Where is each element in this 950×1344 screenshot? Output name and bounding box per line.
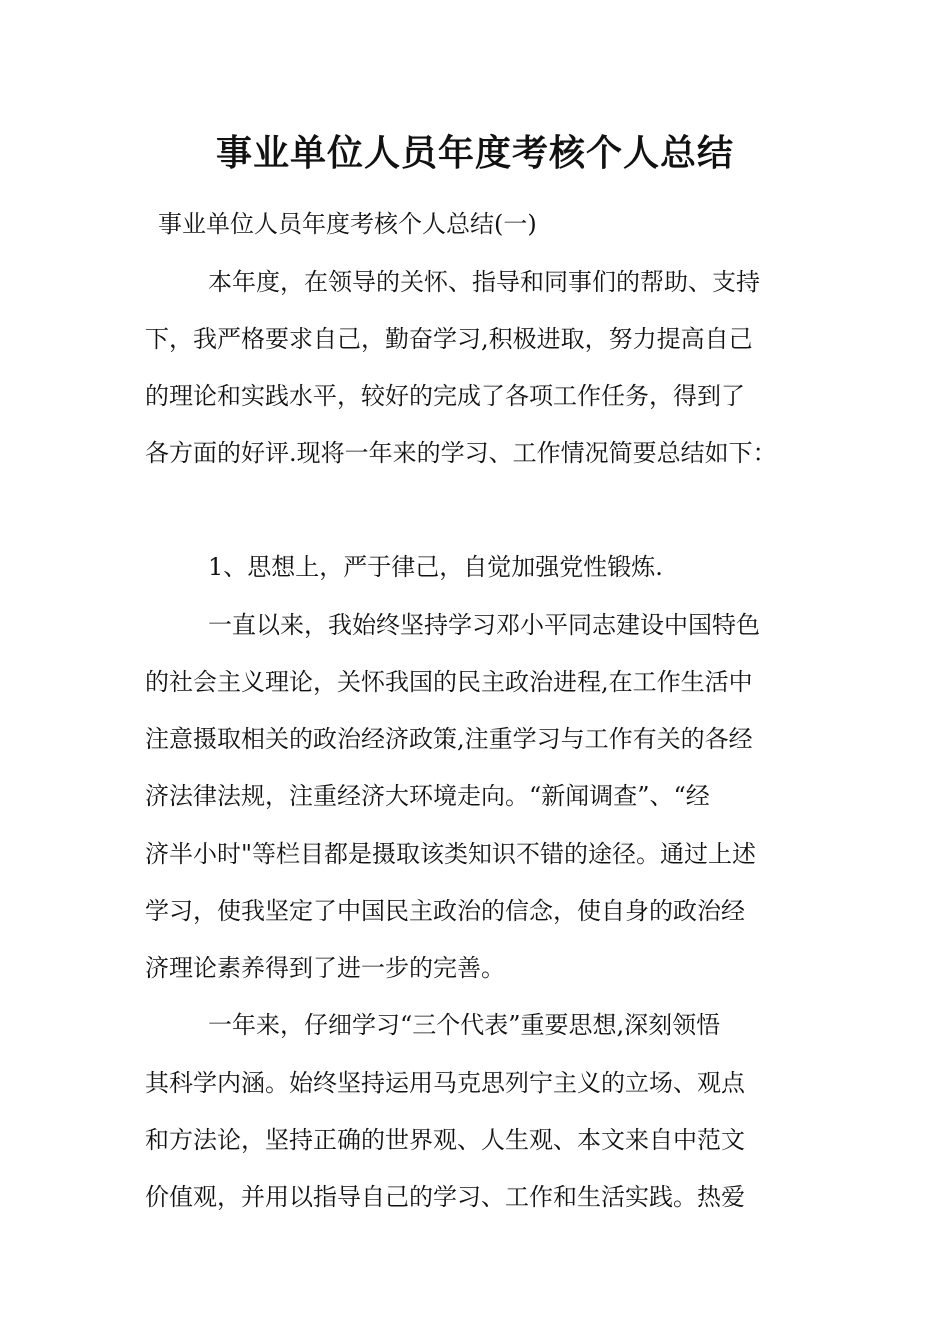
section-heading: 1、思想上，严于律己，自觉加强党性锻炼. xyxy=(208,553,663,581)
paragraph-line: 一直以来，我始终坚持学习邓小平同志建设中国特色 xyxy=(208,611,760,639)
paragraph-line: 的理论和实践水平，较好的完成了各项工作任务，得到了 xyxy=(145,382,745,410)
document-title: 事业单位人员年度考核个人总结 xyxy=(215,132,734,174)
paragraph-line: 其科学内涵。始终坚持运用马克思列宁主义的立场、观点 xyxy=(145,1069,745,1097)
paragraph-line: 注意摄取相关的政治经济政策,注重学习与工作有关的各经 xyxy=(145,725,753,753)
paragraph-line: 济半小时"等栏目都是摄取该类知识不错的途径。通过上述 xyxy=(145,840,757,868)
paragraph-line: 的社会主义理论，关怀我国的民主政治进程,在工作生活中 xyxy=(145,668,753,696)
paragraph-line: 学习，使我坚定了中国民主政治的信念，使自身的政治经 xyxy=(145,897,745,925)
paragraph-line: 下，我严格要求自己，勤奋学习,积极进取，努力提高自己 xyxy=(145,325,753,353)
paragraph-line: 各方面的好评.现将一年来的学习、工作情况简要总结如下： xyxy=(145,439,777,467)
paragraph-line: 一年来，仔细学习“三个代表”重要思想,深刻领悟 xyxy=(208,1011,721,1039)
paragraph-line: 济理论素养得到了进一步的完善。 xyxy=(145,954,505,982)
document-subtitle: 事业单位人员年度考核个人总结(一) xyxy=(158,210,537,238)
paragraph-line: 本年度，在领导的关怀、指导和同事们的帮助、支持 xyxy=(208,268,760,296)
paragraph-line: 济法律法规，注重经济大环境走向。“新闻调查”、“经 xyxy=(145,782,710,810)
paragraph-line: 和方法论，坚持正确的世界观、人生观、本文来自中范文 xyxy=(145,1126,745,1154)
paragraph-line: 价值观，并用以指导自己的学习、工作和生活实践。热爱 xyxy=(145,1183,745,1211)
